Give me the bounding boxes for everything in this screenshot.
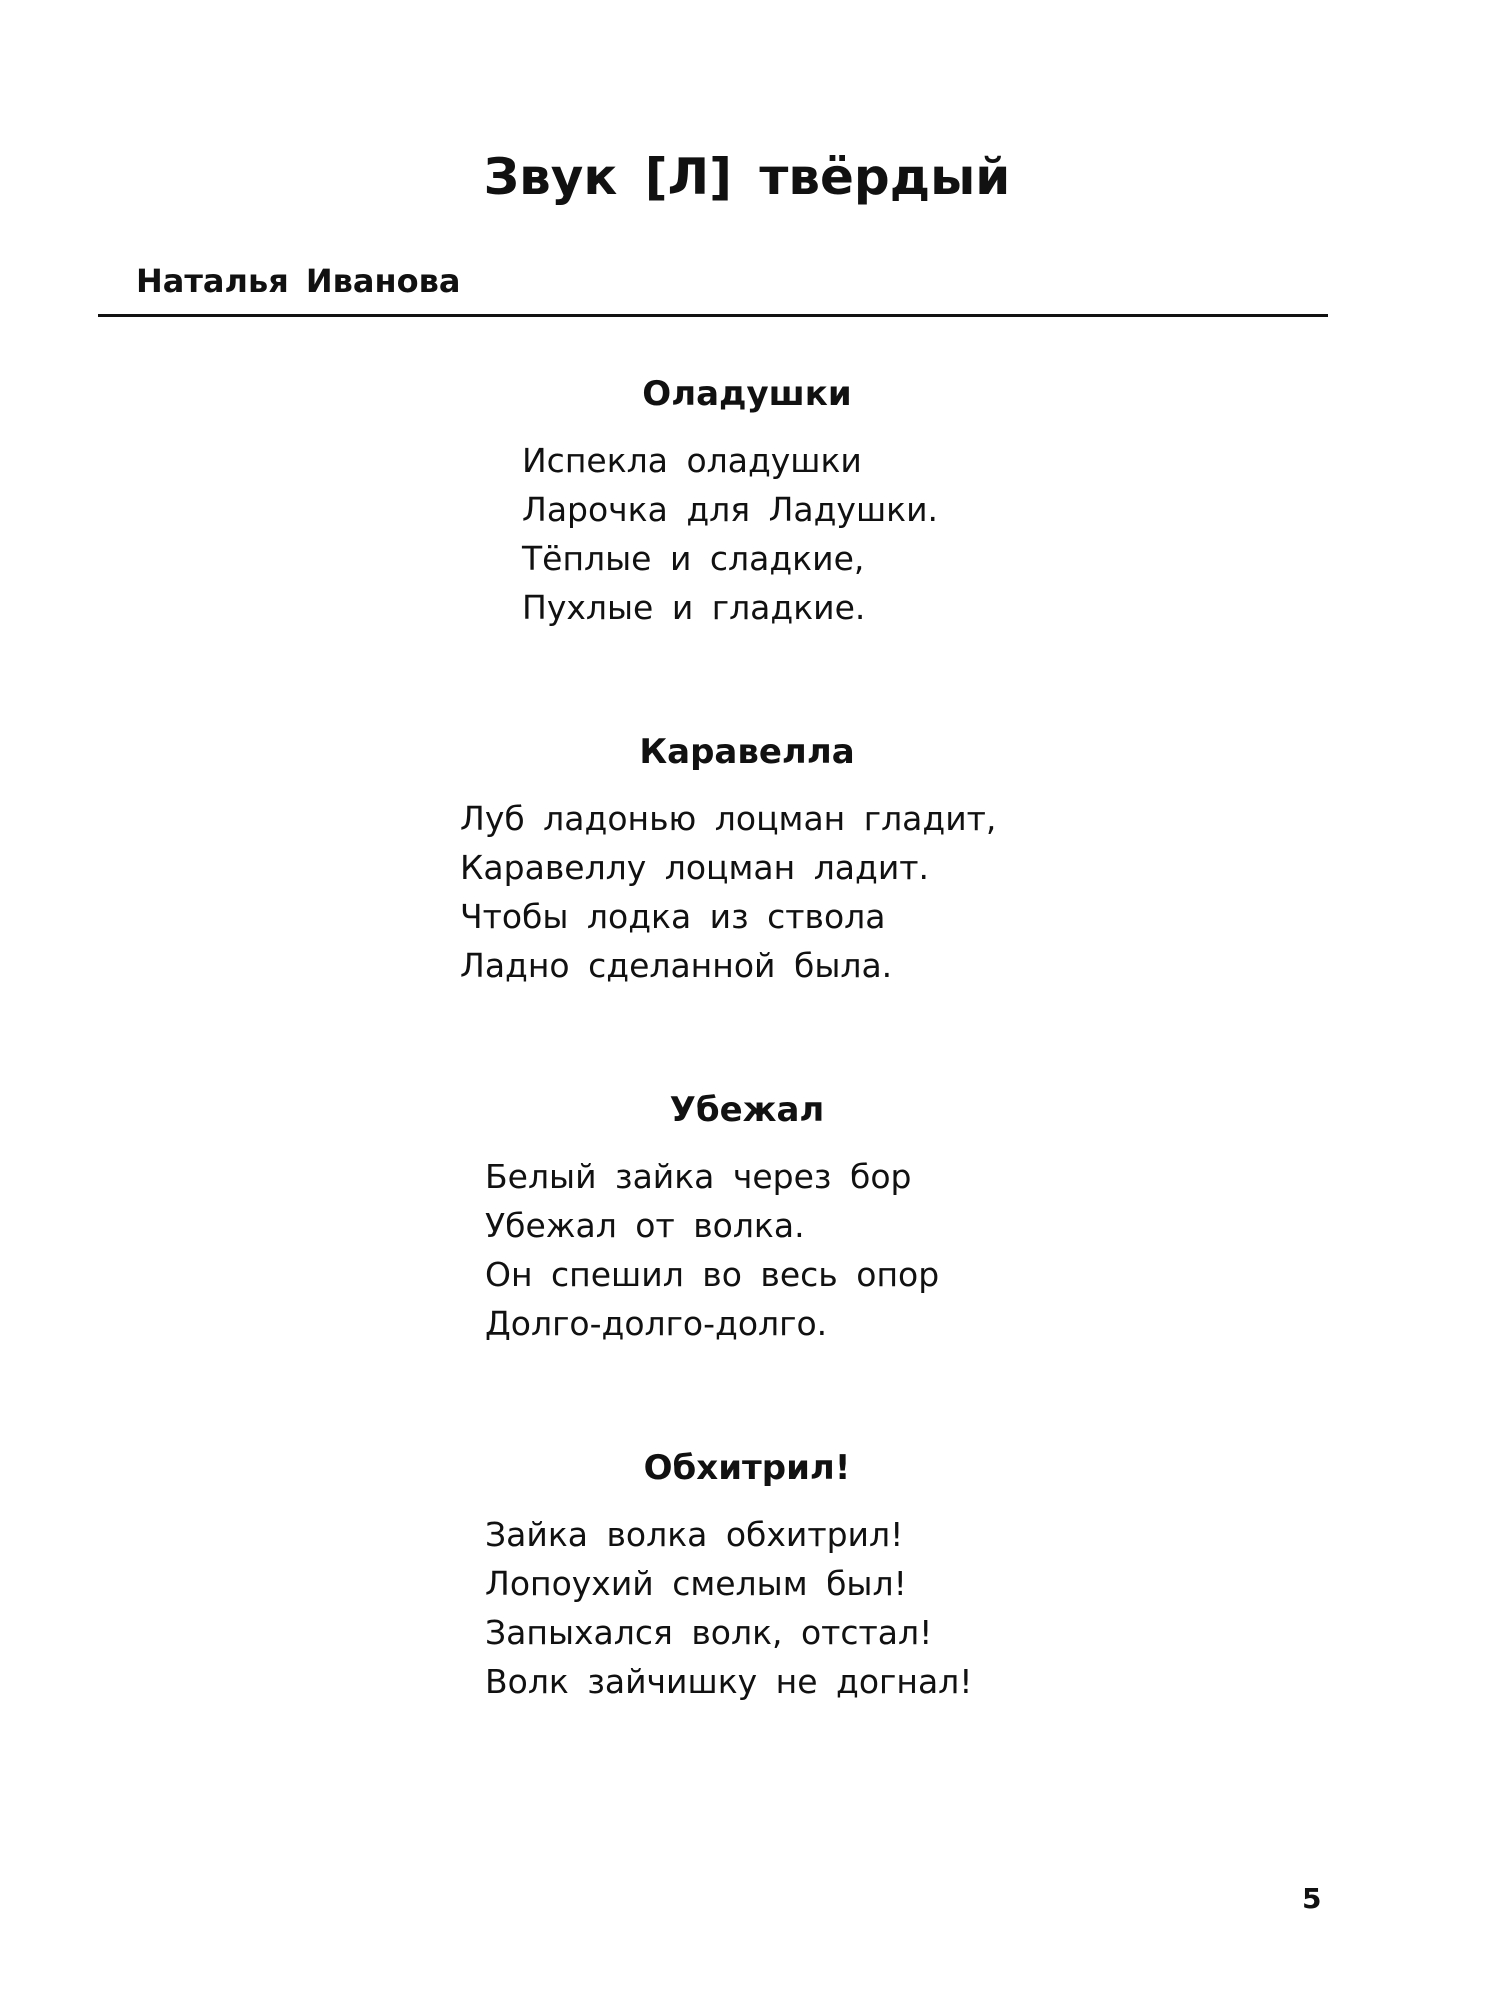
poem-line: Луб ладонью лоцман гладит,	[460, 799, 997, 838]
poem-line: Белый зайка через бор	[485, 1157, 912, 1196]
poem-line: Запыхался волк, отстал!	[485, 1613, 933, 1652]
poem-line: Убежал от волка.	[485, 1206, 805, 1245]
header-divider	[98, 314, 1328, 317]
page-number: 5	[1302, 1882, 1322, 1915]
poem-title: Убежал	[669, 1090, 825, 1130]
poem-line: Ладно сделанной была.	[460, 946, 893, 985]
poem-oladushki	[0, 372, 1494, 632]
poem-lines	[522, 436, 1494, 632]
page-title: Звук [Л] твёрдый	[483, 148, 1011, 206]
poem-line: Зайка волка обхитрил!	[485, 1515, 904, 1554]
poem-line: Он спешил во весь опор	[485, 1255, 940, 1294]
poem-obkhitril	[0, 1446, 1494, 1706]
poem-karavella	[0, 730, 1494, 990]
poem-line: Пухлые и гладкие.	[522, 588, 866, 627]
poem-title: Каравелла	[639, 732, 855, 772]
poem-line: Каравеллу лоцман ладит.	[460, 848, 929, 887]
poem-lines	[460, 794, 1494, 990]
poem-line: Испекла оладушки	[522, 441, 862, 480]
poem-line: Тёплые и сладкие,	[522, 539, 865, 578]
poem-title: Оладушки	[642, 374, 852, 414]
poem-lines	[485, 1152, 1494, 1348]
poem-line: Чтобы лодка из ствола	[460, 897, 886, 936]
poem-title: Обхитрил!	[643, 1448, 851, 1488]
poem-ubezhal	[0, 1088, 1494, 1348]
poem-line: Волк зайчишку не догнал!	[485, 1662, 973, 1701]
poem-lines	[485, 1510, 1494, 1706]
poem-line: Ларочка для Ладушки.	[522, 490, 939, 529]
author-name: Наталья Иванова	[136, 262, 461, 300]
poem-line: Долго-долго-долго.	[485, 1304, 828, 1343]
poem-line: Лопоухий смелым был!	[485, 1564, 907, 1603]
